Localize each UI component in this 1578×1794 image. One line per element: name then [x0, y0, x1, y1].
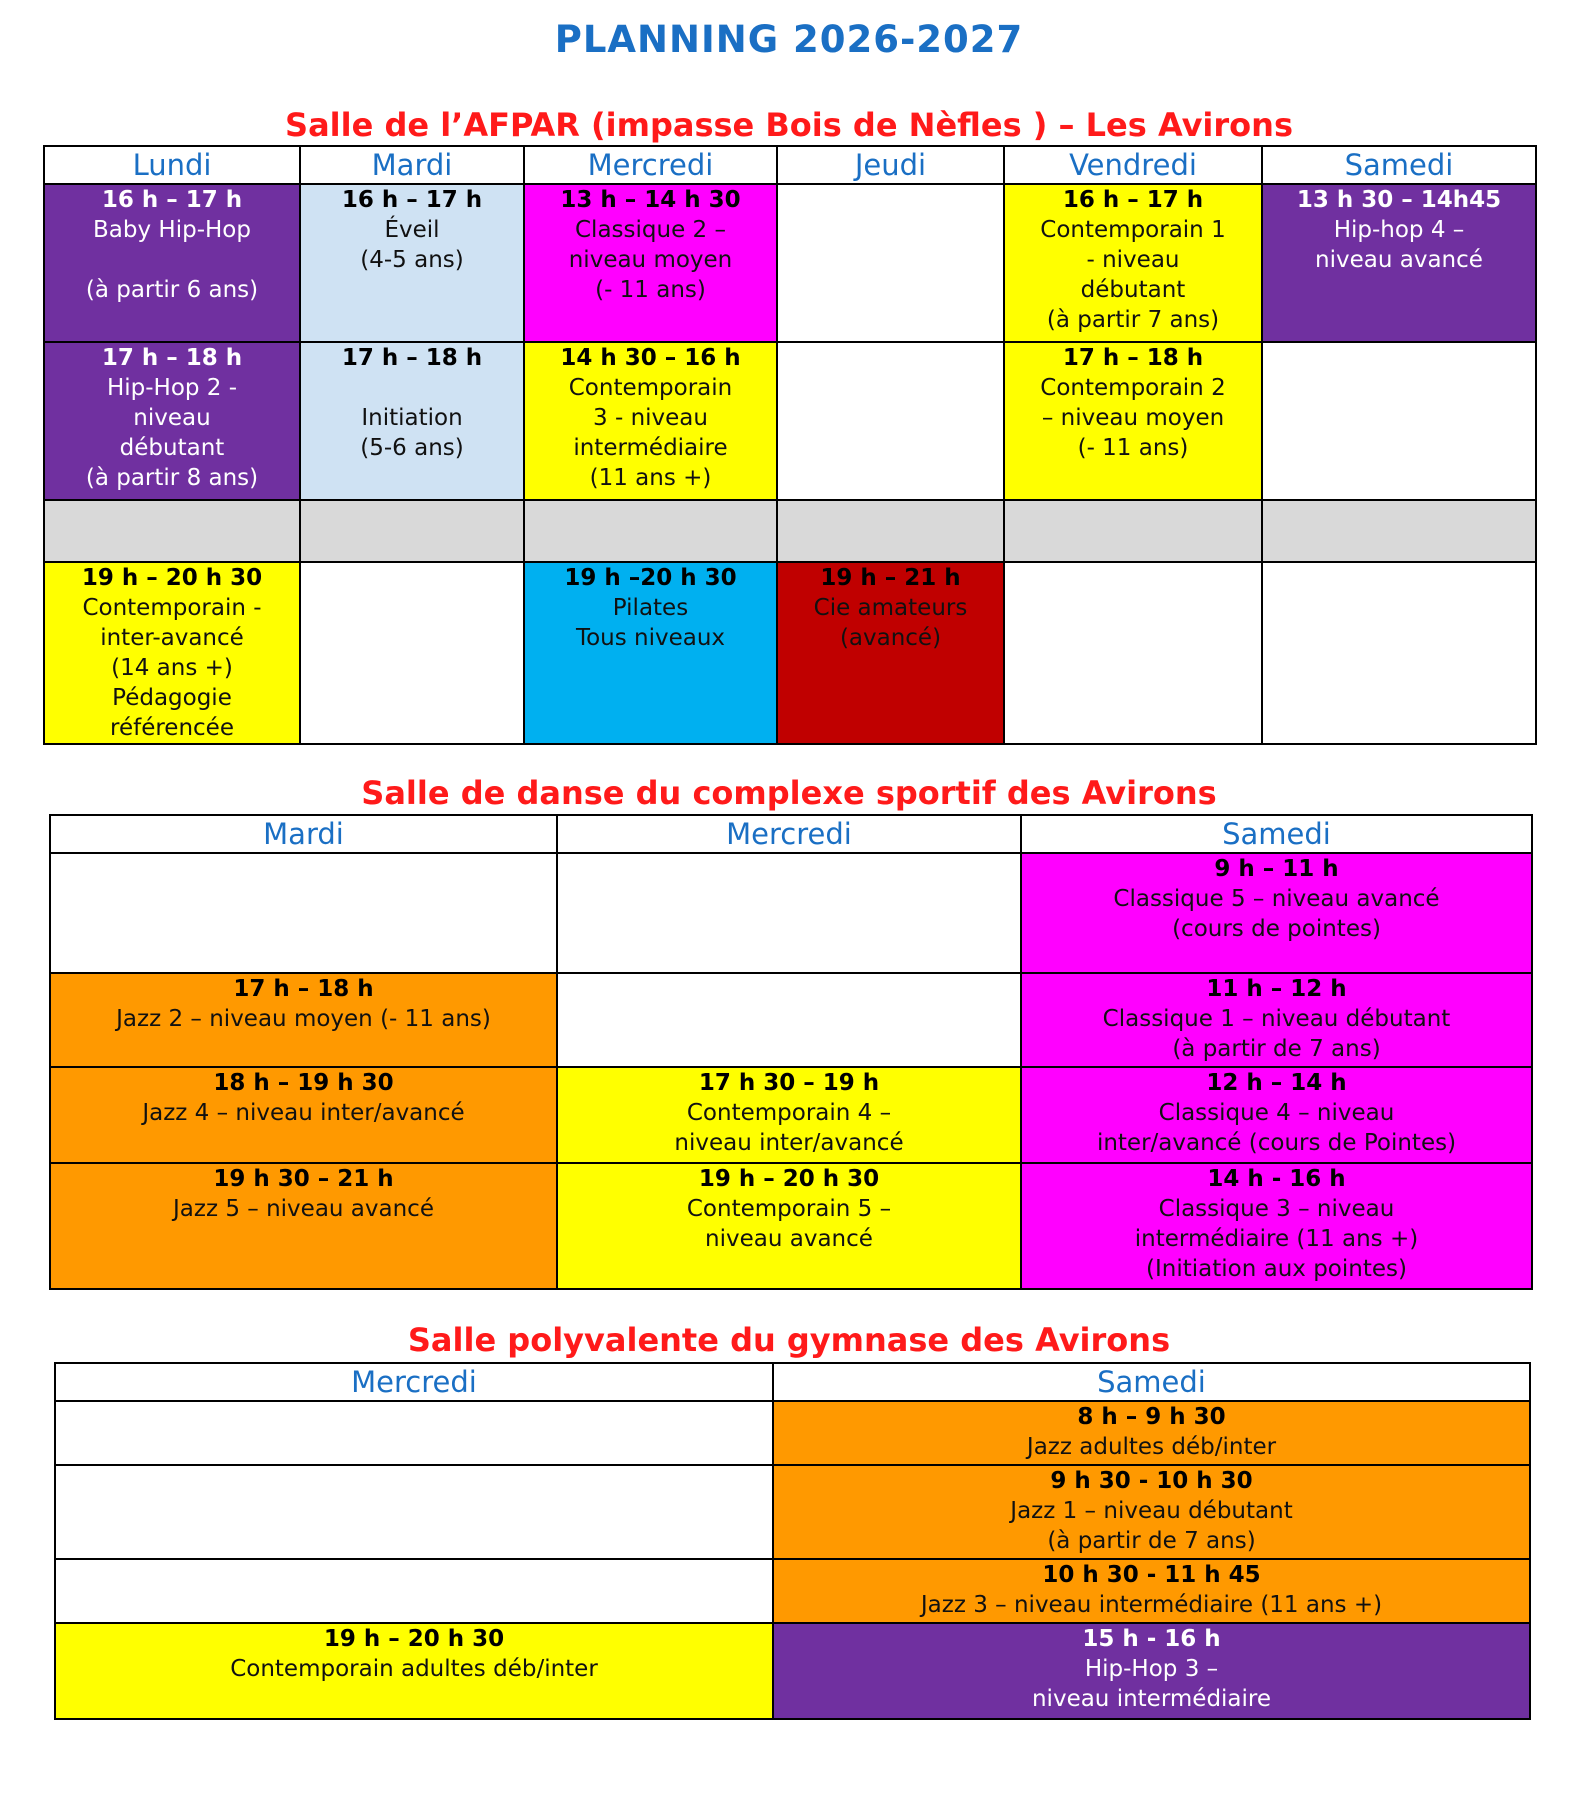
class-description: (à partir de 7 ans) — [1047, 1528, 1256, 1554]
schedule-row — [44, 342, 1536, 500]
class-slot-content — [1026, 974, 1527, 1064]
class-slot-content — [60, 1624, 768, 1684]
class-slot — [1021, 1067, 1532, 1163]
empty-slot — [300, 562, 524, 744]
class-description: niveau avancé — [705, 1226, 873, 1252]
schedule-row — [55, 1401, 1530, 1465]
class-description: Classique 3 – niveau — [1158, 1196, 1395, 1222]
class-slot — [777, 562, 1004, 744]
schedule-table-afpar — [43, 145, 1537, 745]
class-slot-content — [529, 185, 772, 305]
section-title-gymnase: Salle polyvalente du gymnase des Avirons — [407, 1321, 1171, 1359]
empty-slot — [1004, 562, 1262, 744]
schedule-row — [44, 184, 1536, 342]
schedule-row — [44, 500, 1536, 562]
class-slot — [773, 1623, 1530, 1719]
class-description — [49, 245, 295, 275]
class-slot-content — [1267, 185, 1531, 275]
header-samedi: Samedi — [773, 1363, 1530, 1401]
class-slot — [1021, 853, 1532, 973]
class-description: intermédiaire — [573, 435, 728, 461]
empty-slot — [777, 184, 1004, 342]
class-slot — [1262, 184, 1536, 342]
empty-slot — [1262, 342, 1536, 500]
class-description: (11 ans +) — [589, 465, 712, 491]
class-description: niveau avancé — [1315, 247, 1483, 273]
empty-slot — [55, 1465, 773, 1559]
class-description: référencée — [110, 715, 234, 741]
class-description — [305, 373, 519, 403]
class-slot-content — [778, 1624, 1525, 1714]
class-slot — [44, 342, 300, 500]
class-slot — [524, 342, 777, 500]
class-time: 11 h – 12 h — [1206, 976, 1347, 1002]
class-description: Contemporain 4 – — [686, 1100, 892, 1126]
class-slot — [50, 1163, 557, 1289]
class-description: (à partir 8 ans) — [85, 465, 259, 491]
class-description: 3 - niveau — [593, 405, 708, 431]
header-mercredi: Mercredi — [524, 146, 777, 184]
class-description: Jazz 2 – niveau moyen (- 11 ans) — [116, 1006, 491, 1032]
class-slot — [50, 1067, 557, 1163]
header-samedi: Samedi — [1021, 815, 1532, 853]
class-time: 9 h 30 - 10 h 30 — [1050, 1468, 1253, 1494]
class-slot-content — [55, 1068, 552, 1128]
class-description: Hip-Hop 3 – — [1084, 1656, 1219, 1682]
class-description: (- 11 ans) — [1077, 435, 1189, 461]
class-time: 19 h –20 h 30 — [564, 565, 737, 591]
class-description: (à partir de 7 ans) — [1172, 1036, 1381, 1062]
class-description: Jazz 1 – niveau débutant — [1010, 1498, 1293, 1524]
class-slot-content — [49, 343, 295, 493]
class-slot-content — [1026, 1068, 1527, 1158]
empty-slot — [50, 853, 557, 973]
header-mardi: Mardi — [300, 146, 524, 184]
class-description: (4-5 ans) — [360, 247, 464, 273]
class-time: 17 h – 18 h — [101, 345, 243, 371]
empty-slot — [777, 342, 1004, 500]
class-description: (14 ans +) — [111, 655, 233, 681]
class-description: (à partir 6 ans) — [85, 277, 259, 303]
schedule-row — [55, 1465, 1530, 1559]
empty-slot — [44, 500, 300, 562]
class-description: Contemporain — [568, 375, 733, 401]
class-slot-content — [1026, 1164, 1527, 1284]
class-description: Jazz 3 – niveau intermédiaire (11 ans +) — [920, 1592, 1383, 1618]
class-description: Contemporain 5 – — [686, 1196, 892, 1222]
class-slot — [1004, 184, 1262, 342]
class-description: intermédiaire (11 ans +) — [1134, 1226, 1419, 1252]
class-slot — [55, 1623, 773, 1719]
schedule-table-gymnase — [54, 1362, 1531, 1720]
class-slot — [524, 184, 777, 342]
class-description: Tous niveaux — [575, 625, 726, 651]
class-description: (- 11 ans) — [595, 277, 706, 303]
class-time: 17 h – 18 h — [233, 976, 374, 1002]
class-description: (5-6 ans) — [360, 435, 464, 461]
class-description: Éveil — [384, 217, 440, 243]
class-time: 13 h 30 – 14h45 — [1296, 187, 1502, 213]
class-slot-content — [1009, 185, 1257, 335]
header-mardi: Mardi — [50, 815, 557, 853]
class-description: inter/avancé (cours de Pointes) — [1096, 1130, 1457, 1156]
class-slot — [524, 562, 777, 744]
class-description: Classique 4 – niveau — [1158, 1100, 1395, 1126]
class-slot — [1021, 973, 1532, 1067]
class-slot — [300, 342, 524, 500]
class-slot-content — [1009, 343, 1257, 463]
class-description: débutant — [1080, 277, 1186, 303]
class-time: 10 h 30 - 11 h 45 — [1042, 1562, 1261, 1588]
schedule-row — [50, 1163, 1532, 1289]
class-slot — [50, 973, 557, 1067]
class-slot — [1021, 1163, 1532, 1289]
empty-slot — [557, 853, 1021, 973]
class-time: 13 h – 14 h 30 — [560, 187, 741, 213]
class-description: niveau inter/avancé — [674, 1130, 904, 1156]
class-time: 16 h – 17 h — [341, 187, 483, 213]
empty-slot — [55, 1401, 773, 1465]
class-slot-content — [305, 343, 519, 463]
class-slot-content — [1026, 854, 1527, 944]
class-slot — [44, 562, 300, 744]
class-description: – niveau moyen — [1041, 405, 1225, 431]
class-description: Classique 2 – — [575, 217, 726, 243]
class-slot-content — [49, 563, 295, 743]
class-description: Pilates — [612, 595, 689, 621]
class-description: (à partir 7 ans) — [1046, 307, 1220, 333]
class-description: (avancé) — [839, 625, 942, 651]
schedule-row — [55, 1623, 1530, 1719]
class-description: Initiation — [361, 405, 463, 431]
class-description: Pédagogie — [112, 685, 232, 711]
class-description: niveau intermédiaire — [1031, 1686, 1272, 1712]
class-description: inter-avancé — [100, 625, 244, 651]
class-slot-content — [778, 1402, 1525, 1462]
empty-slot — [524, 500, 777, 562]
class-slot-content — [562, 1164, 1016, 1254]
class-description: Contemporain 2 — [1040, 375, 1226, 401]
class-slot — [1004, 342, 1262, 500]
class-slot — [44, 184, 300, 342]
class-time: 19 h – 20 h 30 — [698, 1166, 880, 1192]
class-time: 19 h 30 – 21 h — [213, 1166, 394, 1192]
class-time: 12 h – 14 h — [1206, 1070, 1347, 1096]
class-slot — [300, 184, 524, 342]
schedule-row — [50, 1067, 1532, 1163]
class-slot-content — [55, 974, 552, 1034]
schedule-row — [55, 1559, 1530, 1623]
class-time: 16 h – 17 h — [101, 187, 243, 213]
empty-slot — [777, 500, 1004, 562]
class-description: Classique 1 – niveau débutant — [1102, 1006, 1451, 1032]
class-slot-content — [305, 185, 519, 275]
schedule-row — [44, 562, 1536, 744]
class-description: Jazz 4 – niveau inter/avancé — [142, 1100, 465, 1126]
class-slot-content — [529, 563, 772, 653]
class-slot — [773, 1559, 1530, 1623]
page-title: PLANNING 2026-2027 — [554, 18, 1024, 61]
class-slot-content — [529, 343, 772, 493]
class-time: 8 h – 9 h 30 — [1077, 1404, 1226, 1430]
class-time: 17 h – 18 h — [1062, 345, 1204, 371]
class-description: Hip-Hop 2 - — [106, 375, 238, 401]
class-time: 14 h 30 – 16 h — [560, 345, 741, 371]
class-description: Jazz adultes déb/inter — [1026, 1434, 1277, 1460]
empty-slot — [1262, 500, 1536, 562]
class-time: 19 h – 20 h 30 — [81, 565, 263, 591]
class-time: 19 h – 21 h — [820, 565, 961, 591]
class-description: Contemporain adultes déb/inter — [230, 1656, 598, 1682]
class-time: 18 h – 19 h 30 — [213, 1070, 394, 1096]
header-samedi: Samedi — [1262, 146, 1536, 184]
section-title-afpar: Salle de l’AFPAR (impasse Bois de Nèfles ) – Les Avirons — [285, 106, 1293, 144]
header-lundi: Lundi — [44, 146, 300, 184]
class-slot — [557, 1067, 1021, 1163]
class-description: Classique 5 – niveau avancé — [1113, 886, 1440, 912]
class-description: débutant — [119, 435, 225, 461]
schedule-table-complexe — [49, 814, 1533, 1290]
empty-slot — [1004, 500, 1262, 562]
class-description: Contemporain - — [82, 595, 262, 621]
class-description: niveau — [133, 405, 211, 431]
class-description: Baby Hip-Hop — [93, 217, 251, 243]
class-slot — [773, 1465, 1530, 1559]
class-time: 9 h – 11 h — [1214, 856, 1339, 882]
class-description: Cie amateurs — [813, 595, 968, 621]
class-slot-content — [778, 1466, 1525, 1556]
header-jeudi: Jeudi — [777, 146, 1004, 184]
class-description: Hip-hop 4 – — [1333, 217, 1465, 243]
schedule-row — [50, 853, 1532, 973]
class-description: (Initiation aux pointes) — [1146, 1256, 1407, 1282]
class-description: Contemporain 1 — [1040, 217, 1226, 243]
header-mercredi: Mercredi — [557, 815, 1021, 853]
class-slot-content — [778, 1560, 1525, 1620]
section-title-complexe: Salle de danse du complexe sportif des Avirons — [361, 774, 1217, 812]
class-description: niveau moyen — [568, 247, 733, 273]
class-slot-content — [55, 1164, 552, 1224]
class-slot-content — [562, 1068, 1016, 1158]
class-description: (cours de pointes) — [1172, 916, 1381, 942]
class-time: 17 h – 18 h — [341, 345, 483, 371]
class-slot — [773, 1401, 1530, 1465]
class-slot-content — [49, 185, 295, 305]
class-time: 16 h – 17 h — [1062, 187, 1204, 213]
class-slot — [557, 1163, 1021, 1289]
empty-slot — [557, 973, 1021, 1067]
header-mercredi: Mercredi — [55, 1363, 773, 1401]
class-slot-content — [782, 563, 999, 653]
class-time: 14 h - 16 h — [1207, 1166, 1346, 1192]
class-time: 17 h 30 – 19 h — [698, 1070, 880, 1096]
class-description: Jazz 5 – niveau avancé — [173, 1196, 434, 1222]
schedule-row — [50, 973, 1532, 1067]
class-description: - niveau — [1086, 247, 1180, 273]
class-time: 19 h – 20 h 30 — [323, 1626, 505, 1652]
empty-slot — [1262, 562, 1536, 744]
empty-slot — [55, 1559, 773, 1623]
header-vendredi: Vendredi — [1004, 146, 1262, 184]
empty-slot — [300, 500, 524, 562]
class-time: 15 h - 16 h — [1082, 1626, 1221, 1652]
